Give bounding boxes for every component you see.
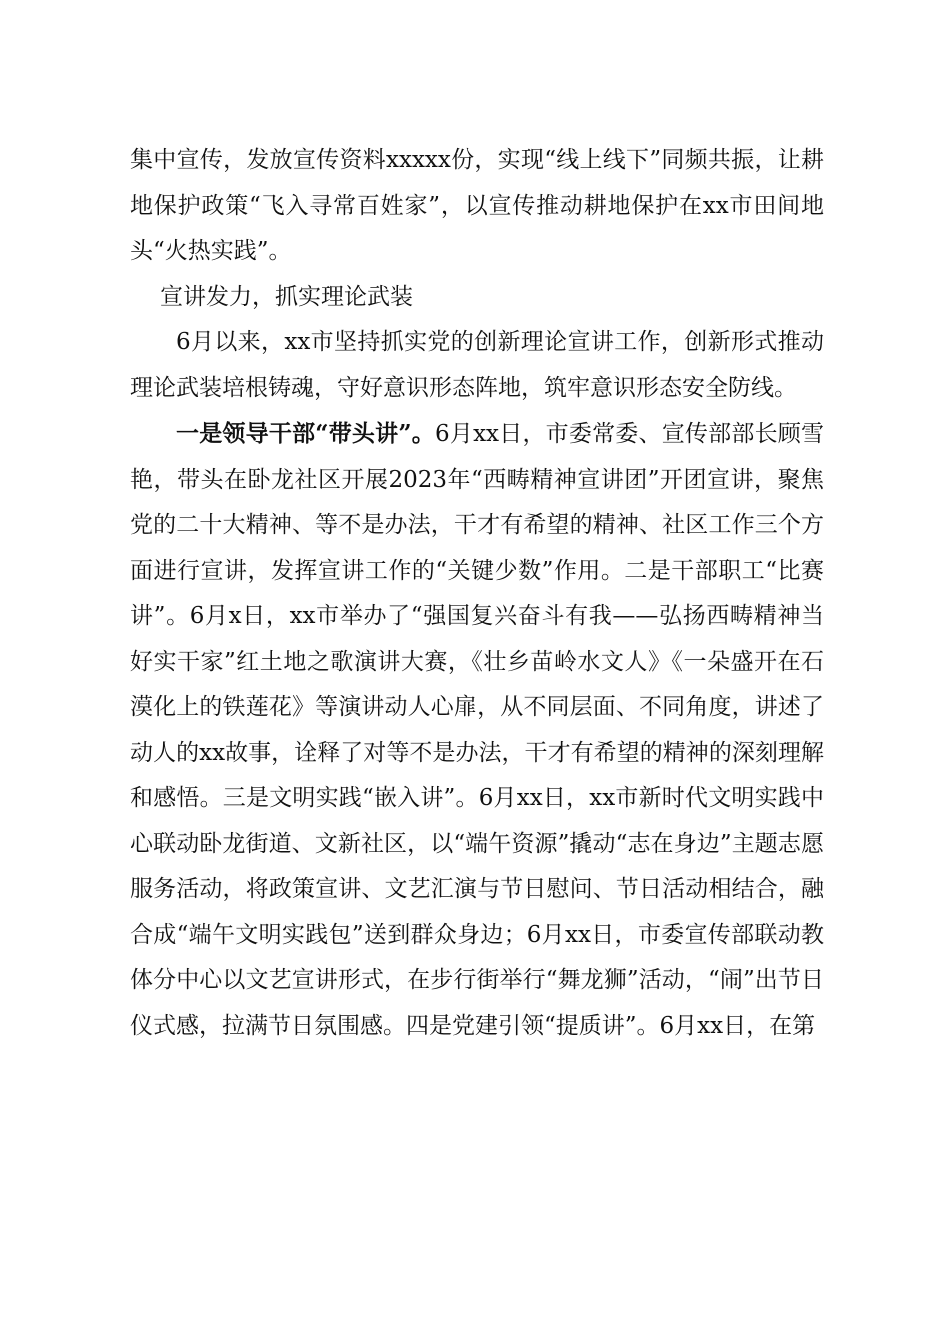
- section-heading: 宣讲发力，抓实理论武装: [160, 283, 413, 310]
- document-body: [130, 138, 824, 1049]
- paragraph-intro: 6月以来，xx市坚持抓实党的创新理论宣讲工作，创新形式推动理论武装培根铸魂，守好意识形态阵地，筑牢意识形态安全防线。: [130, 329, 824, 401]
- paragraph-continuation: 集中宣传，发放宣传资料xxxxx份，实现“线上线下”同频共振，让耕地保护政策“飞入寻常百姓家”，以宣传推动耕地保护在xx市田间地头“火热实践”。: [130, 147, 824, 264]
- paragraph-details: [130, 411, 824, 1049]
- paragraph-body: 6月xx日，市委常委、宣传部部长顾雪艳，带头在卧龙社区开展2023年“西畴精神宣讲团”开团宣讲，聚焦党的二十大精神、等不是办法，干才有希望的精神、社区工作三个方面进行宣讲，发挥宣讲工作的“关键少数”作用。二是干部职工“比赛讲”。6月x日，xx市举办了“强国复兴奋斗有我——弘扬西畴精神当好实干家”红土地之歌演讲大赛，《壮乡苗岭水文人》《一朵盛开在石漠化上的铁莲花》等演讲动人心扉，从不同层面、不同角度，讲述了动人的xx故事，诠释了对等不是办法，干才有希望的精神的深刻理解和感悟。三是文明实践“嵌入讲”。6月xx日，xx市新时代文明实践中心联动卧龙街道、文新社区，以“端午资源”撬动“志在身边”主题志愿服务活动，将政策宣讲、文艺汇演与节日慰问、节日活动相结合，融合成“端午文明实践包”送到群众身边；6月xx日，市委宣传部联动教体分中心以文艺宣讲形式，在步行街举行“舞龙狮”活动，“闹”出节日仪式感，拉满节日氛围感。四是党建引领“提质讲”。6月xx日，在第: [130, 421, 824, 1039]
- paragraph-lead: 一是领导干部“带头讲”。: [176, 420, 436, 447]
